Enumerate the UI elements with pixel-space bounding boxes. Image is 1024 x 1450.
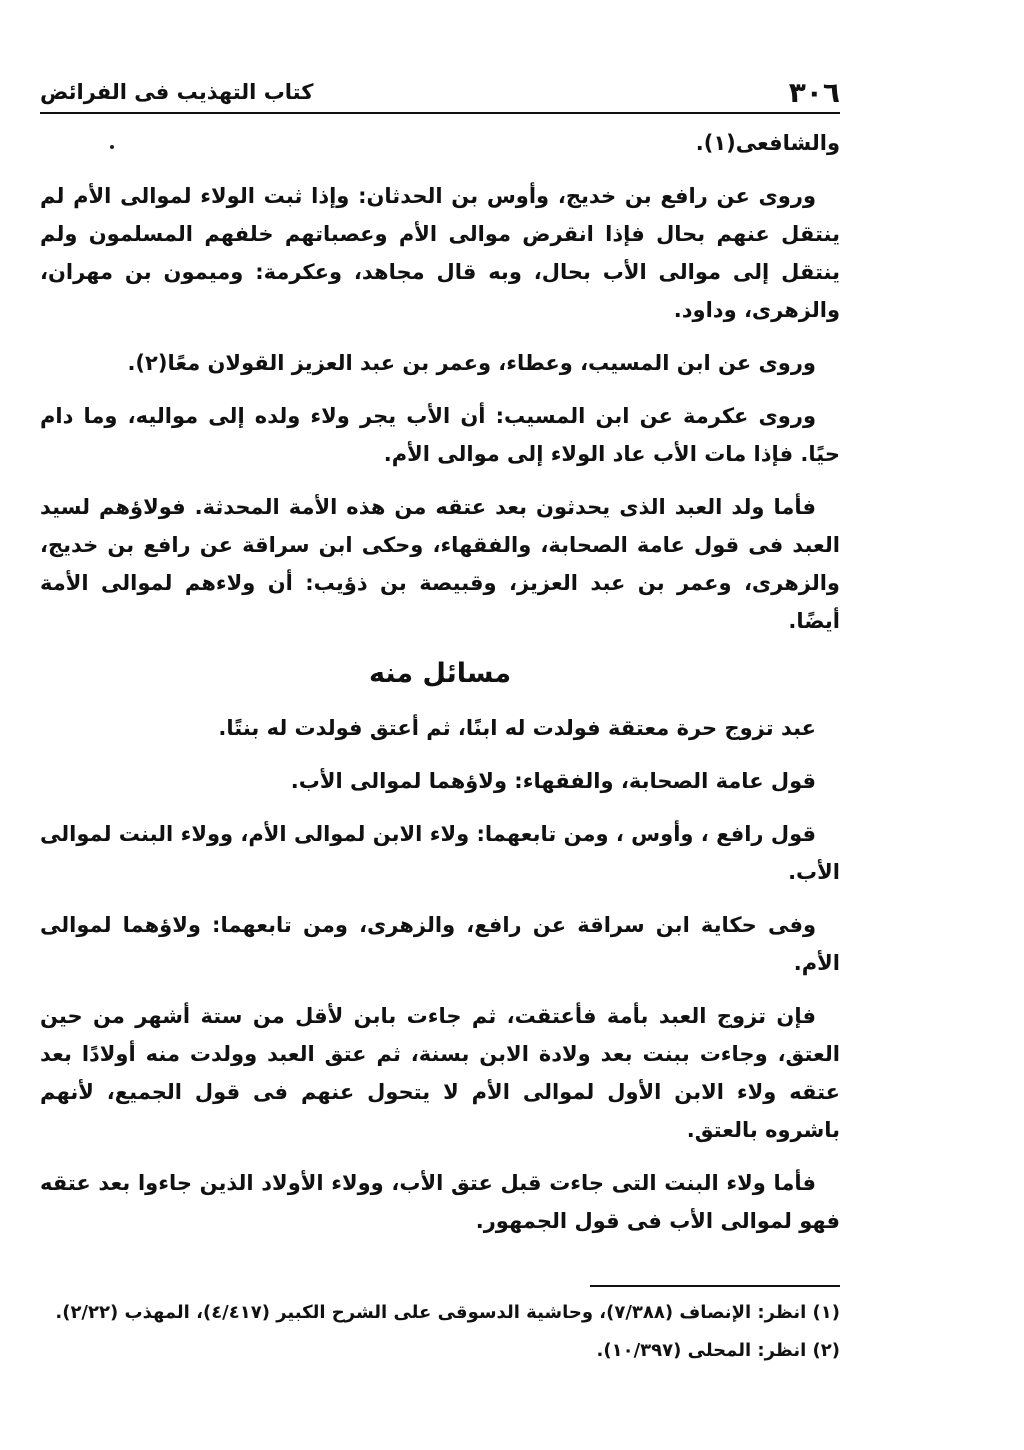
paragraph: والشافعى(١). [695, 131, 840, 155]
page-header [40, 70, 840, 114]
section-heading: مسائل منه [368, 658, 512, 689]
paragraph: قول رافع ، وأوس ، ومن تابعهما: ولاء الابن لموالى الأم، وولاء البنت لموالى الأب. [40, 822, 840, 884]
running-title: كتاب التهذيب فى الفرائض [40, 80, 314, 104]
paragraph: وروى عكرمة عن ابن المسيب: أن الأب يجر ولاء ولده إلى مواليه، وما دام حيًا. فإذا مات الأب عاد الولاء إلى موالى الأم. [40, 404, 840, 466]
paragraph: فأما ولد العبد الذى يحدثون بعد عتقه من هذه الأمة المحدثة. فولاؤهم لسيد العبد فى قول عامة الصحابة، والفقهاء، وحكى ابن سراقة عن رافع بن خديج، والزهرى، وعمر بن عبد العزيز، وقبيصة بن ذؤيب: أن ولاءهم لموالى الأمة أيضًا. [40, 495, 840, 633]
footnote-divider [590, 1285, 840, 1287]
paragraph: وروى عن ابن المسيب، وعطاء، وعمر بن عبد العزيز القولان معًا(٢). [127, 351, 816, 375]
footnotes [40, 1297, 840, 1367]
paragraph: قول عامة الصحابة، والفقهاء: ولاؤهما لموالى الأب. [290, 769, 816, 793]
footnote: (١) انظر: الإنصاف (٧/٣٨٨)، وحاشية الدسوقى على الشرح الكبير (٤/٤١٧)، المهذب (٢/٢٢). [55, 1302, 840, 1323]
page-number: ٣٠٦ [788, 76, 840, 109]
paragraph: فإن تزوج العبد بأمة فأعتقت، ثم جاءت بابن لأقل من ستة أشهر من حين العتق، وجاءت ببنت بعد ولادة الابن بسنة، ثم عتق العبد وولدت منه أولادًا بعد عتقه ولاء الابن الأول لموالى الأم لا يتحول عنهم فى قول الجميع، لأنهم باشروه بالعتق. [40, 1004, 840, 1142]
paragraph: وفى حكاية ابن سراقة عن رافع، والزهرى، ومن تابعهما: ولاؤهما لموالى الأم. [40, 913, 840, 975]
paragraph: فأما ولاء البنت التى جاءت قبل عتق الأب، وولاء الأولاد الذين جاءوا بعد عتقه فهو لموالى الأب فى قول الجمهور. [40, 1171, 840, 1233]
paragraph: عبد تزوج حرة معتقة فولدت له ابنًا، ثم أعتق فولدت له بنتًا. [218, 716, 816, 740]
book-page [40, 70, 840, 1373]
main-text [40, 124, 840, 1240]
paragraph: وروى عن رافع بن خديج، وأوس بن الحدثان: وإذا ثبت الولاء لموالى الأم لم ينتقل عنهم بحال فإذا انقرض موالى الأم وعصباتهم خلفهم المسلمون ولم ينتقل إلى موالى الأب بحال، وبه قال مجاهد، وعكرمة: وميمون بن مهران، والزهرى، وداود. [40, 184, 840, 322]
footnote: (٢) انظر: المحلى (١٠/٣٩٧). [596, 1340, 840, 1361]
